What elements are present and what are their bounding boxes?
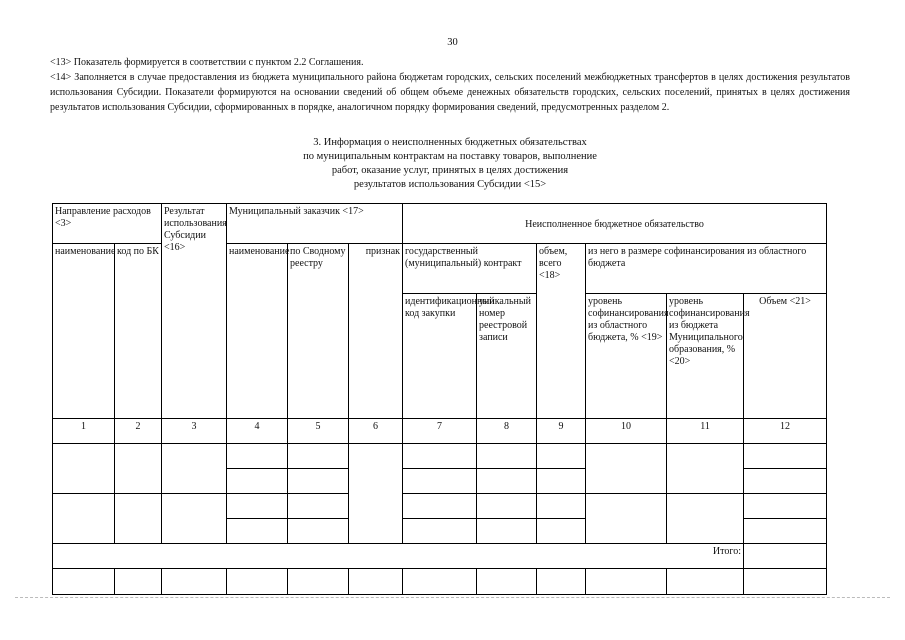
empty-cell <box>115 444 162 494</box>
empty-cell <box>227 494 288 519</box>
total-label: Итого: <box>53 544 744 569</box>
header-level-regional: уровень софинансирования из областного бюджета, % <19> <box>586 294 667 419</box>
empty-cell <box>477 519 537 544</box>
column-number: 11 <box>667 419 744 444</box>
header-customer-name: наименование <box>227 244 288 419</box>
footnote-14: <14> Заполняется в случае предоставления из бюджета муниципального района бюджетам городских, сельских поселений межбюджетных трансфертов в целях достижения результатов использования Субсидии. Показатели формируются на основании сведений об общем объеме денежных обязательств городских, сельских поселений, принятых в целях достижения результатов использования Субсидии, сформированных в порядке, аналогичном порядку формирования сведений, предусмотренных разделом 2. <box>50 72 850 113</box>
empty-cell <box>227 469 288 494</box>
column-number: 10 <box>586 419 667 444</box>
empty-cell <box>477 569 537 595</box>
empty-cell <box>744 444 827 469</box>
header-registry-number: уникальный номер реестровой записи <box>477 294 537 419</box>
header-level-municipal: уровень софинансирования из бюджета Муниципального образования, % <20> <box>667 294 744 419</box>
footnotes <box>50 55 850 115</box>
header-volume: Объем <21> <box>744 294 827 419</box>
empty-cell <box>288 469 349 494</box>
empty-cell <box>288 444 349 469</box>
header-result: Результат использования Субсидии <16> <box>162 204 227 419</box>
empty-cell <box>288 494 349 519</box>
footnote-13: <13> Показатель формируется в соответствии с пунктом 2.2 Соглашения. <box>50 57 364 68</box>
empty-cell <box>537 519 586 544</box>
empty-cell <box>227 519 288 544</box>
empty-cell <box>403 469 477 494</box>
empty-cell <box>667 569 744 595</box>
empty-cell <box>537 569 586 595</box>
column-number: 6 <box>349 419 403 444</box>
section-title-line: 3. Информация о неисполненных бюджетных обязательствах <box>313 137 587 148</box>
column-number: 7 <box>403 419 477 444</box>
column-number: 1 <box>53 419 115 444</box>
empty-cell <box>744 469 827 494</box>
header-sign: признак <box>349 244 403 419</box>
section-title-line: по муниципальным контрактам на поставку товаров, выполнение <box>303 151 597 162</box>
empty-cell <box>477 469 537 494</box>
header-purchase-id: идентификационный код закупки <box>403 294 477 419</box>
table-row <box>53 569 827 595</box>
empty-cell <box>227 569 288 595</box>
empty-cell <box>53 444 115 494</box>
header-obligation: Неисполненное бюджетное обязательство <box>403 204 827 244</box>
header-volume-total: объем, всего <18> <box>537 244 586 419</box>
header-contract: государственный (муниципальный) контракт <box>403 244 537 294</box>
obligations-table <box>52 203 827 595</box>
column-number: 12 <box>744 419 827 444</box>
header-name: наименование <box>53 244 115 419</box>
empty-cell <box>288 569 349 595</box>
empty-cell <box>115 494 162 544</box>
table-row <box>53 494 827 519</box>
section-title <box>250 136 650 192</box>
empty-cell <box>162 494 227 544</box>
empty-cell <box>537 444 586 469</box>
header-registry: по Сводному реестру <box>288 244 349 419</box>
empty-cell <box>537 494 586 519</box>
empty-cell <box>162 444 227 494</box>
column-number: 3 <box>162 419 227 444</box>
empty-cell <box>537 469 586 494</box>
empty-cell <box>403 494 477 519</box>
total-row <box>53 544 827 569</box>
column-number: 8 <box>477 419 537 444</box>
section-title-line: результатов использования Субсидии <15> <box>353 179 547 190</box>
empty-cell <box>403 519 477 544</box>
empty-cell <box>586 569 667 595</box>
empty-cell <box>53 569 115 595</box>
empty-cell <box>744 569 827 595</box>
empty-cell <box>667 494 744 544</box>
table-row <box>53 444 827 469</box>
empty-cell <box>744 544 827 569</box>
header-direction: Направление расходов <3> <box>53 204 162 244</box>
empty-cell <box>586 444 667 494</box>
empty-cell <box>162 569 227 595</box>
header-code: код по БК <box>115 244 162 419</box>
page-number: 30 <box>447 37 458 48</box>
empty-cell <box>744 519 827 544</box>
empty-cell <box>403 444 477 469</box>
column-number: 5 <box>288 419 349 444</box>
column-number: 2 <box>115 419 162 444</box>
empty-cell <box>349 569 403 595</box>
column-number: 4 <box>227 419 288 444</box>
empty-cell <box>288 519 349 544</box>
header-cofinancing: из него в размере софинансирования из областного бюджета <box>586 244 827 294</box>
empty-cell <box>227 444 288 469</box>
empty-cell <box>586 494 667 544</box>
column-number: 9 <box>537 419 586 444</box>
empty-cell <box>477 494 537 519</box>
page-edge-divider <box>15 597 890 601</box>
empty-cell <box>744 494 827 519</box>
section-title-line: работ, оказание услуг, принятых в целях достижения <box>331 165 569 176</box>
header-customer: Муниципальный заказчик <17> <box>227 204 403 244</box>
empty-cell <box>349 444 403 544</box>
empty-cell <box>115 569 162 595</box>
empty-cell <box>667 444 744 494</box>
empty-cell <box>477 444 537 469</box>
empty-cell <box>53 494 115 544</box>
empty-cell <box>403 569 477 595</box>
